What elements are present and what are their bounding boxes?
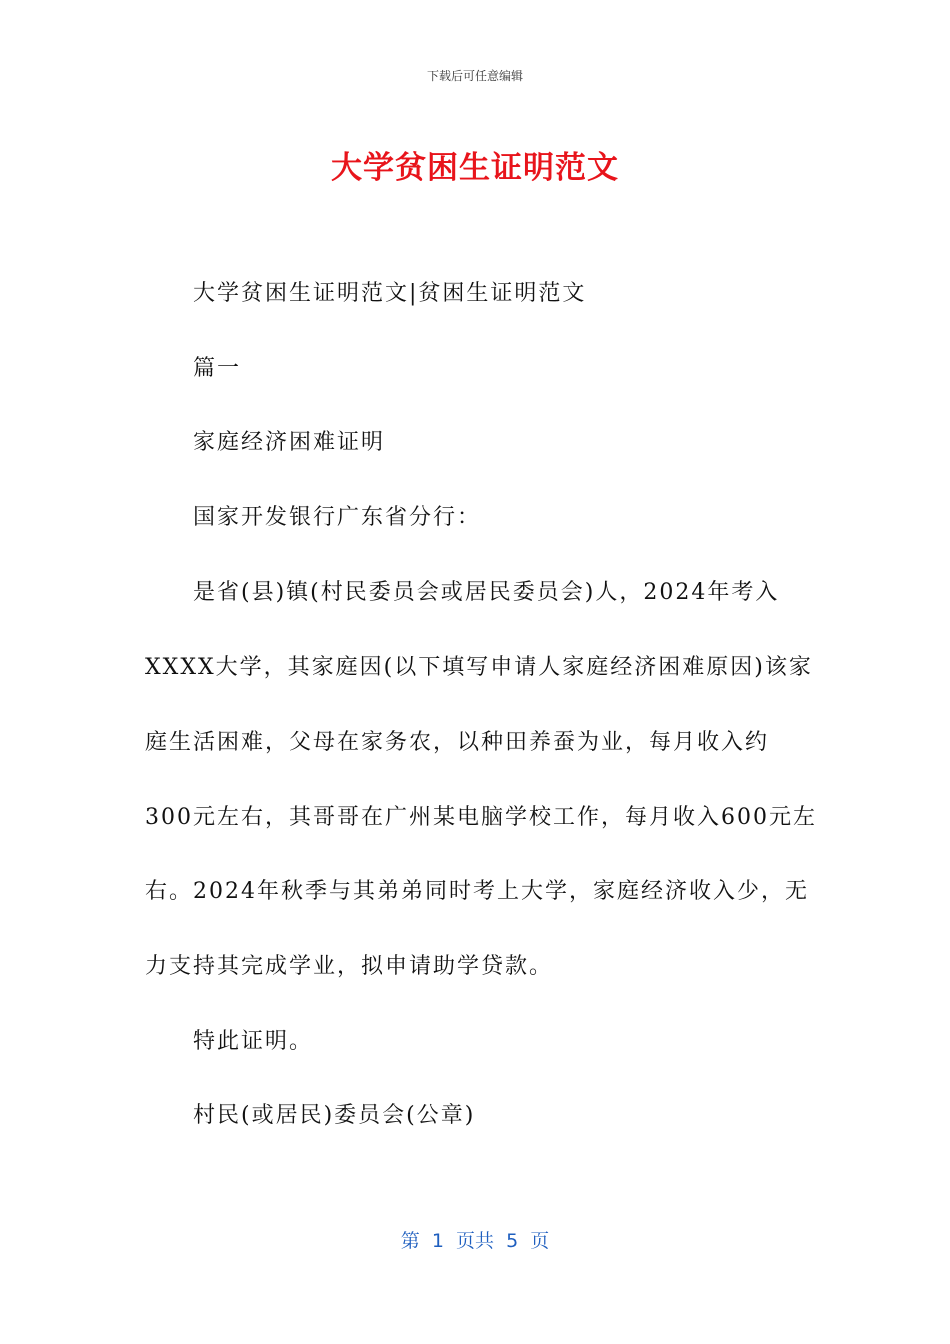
closing-line: 特此证明。 bbox=[193, 1029, 314, 1054]
seal-line: 村民(或居民)委员会(公章) bbox=[193, 1103, 476, 1128]
header-note: 下载后可任意编辑 bbox=[426, 69, 523, 83]
body-line-3: 庭生活困难，父母在家务农，以种田养蚕为业，每月收入约 bbox=[145, 730, 770, 755]
page-number-footer: 第 1 页共 5 页 bbox=[400, 1230, 550, 1252]
body-line-5: 右。2024年秋季与其弟弟同时考上大学，家庭经济收入少，无 bbox=[145, 879, 809, 904]
section-label: 篇一 bbox=[193, 356, 242, 381]
certificate-heading: 家庭经济困难证明 bbox=[193, 430, 386, 455]
body-line-2: XXXX大学，其家庭因(以下填写申请人家庭经济困难原因)该家 bbox=[145, 655, 813, 680]
subtitle-line: 大学贫困生证明范文|贫困生证明范文 bbox=[193, 281, 587, 306]
body-line-6: 力支持其完成学业，拟申请助学贷款。 bbox=[145, 954, 554, 979]
body-line-4: 300元左右，其哥哥在广州某电脑学校工作，每月收入600元左 bbox=[145, 805, 817, 830]
body-line-1: 是省(县)镇(村民委员会或居民委员会)人，2024年考入 bbox=[193, 580, 780, 605]
addressee-line: 国家开发银行广东省分行： bbox=[193, 505, 482, 530]
document-title: 大学贫困生证明范文 bbox=[331, 150, 619, 186]
